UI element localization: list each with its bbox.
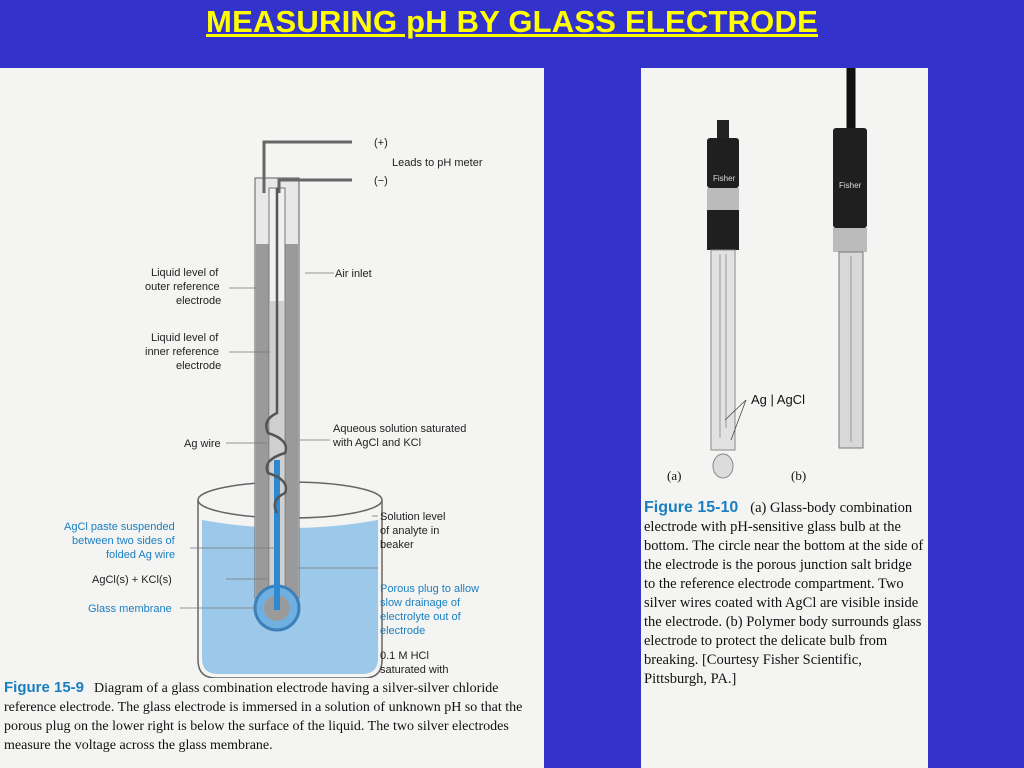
panel-a-label: (a) bbox=[667, 468, 682, 483]
solution-level-label-2: of analyte in bbox=[380, 525, 440, 537]
electrode-b-band bbox=[833, 228, 867, 252]
solution-level-label-3: beaker bbox=[380, 539, 414, 551]
electrode-a-collar bbox=[707, 210, 739, 250]
aqueous-label-2: with AgCl and KCl bbox=[333, 437, 422, 449]
aqueous-label-1: Aqueous solution saturated bbox=[333, 423, 467, 435]
electrode-a-brand: Fisher bbox=[713, 174, 736, 183]
inner-level-label-1: Liquid level of bbox=[151, 332, 219, 344]
electrode-photo bbox=[641, 68, 928, 493]
electrode-a-body bbox=[711, 250, 735, 450]
hcl-label-1: 0.1 M HCl bbox=[380, 650, 429, 662]
electrode-b-brand: Fisher bbox=[839, 181, 862, 190]
inner-level-label-2: inner reference bbox=[145, 346, 219, 358]
agcl-paste-label-3: folded Ag wire bbox=[106, 549, 176, 561]
figure-15-10-panel bbox=[641, 68, 928, 768]
solution-level-label-1: Solution level bbox=[380, 511, 446, 523]
inner-level-label-3: electrode bbox=[176, 360, 222, 372]
panel-b-label: (b) bbox=[791, 468, 807, 483]
agcl-paste-label-1: AgCl paste suspended bbox=[64, 521, 175, 533]
porous-plug-label-3: electrolyte out of bbox=[380, 611, 461, 623]
outer-level-label-1: Liquid level of bbox=[151, 267, 219, 279]
outer-level-label-3: electrode bbox=[176, 295, 222, 307]
figure-15-9-text: Diagram of a glass combination electrode having a silver-silver chloride reference electrode. The glass electrode is immersed in a solution of unknown pH so that the porous plug on the lower right is below the surface of the liquid. The two silver electrodes measure the voltage across the glass membrane. bbox=[4, 681, 523, 753]
figure-15-10-caption bbox=[644, 498, 926, 689]
electrode-b-cap bbox=[833, 128, 867, 228]
electrode-a-band bbox=[707, 188, 739, 210]
agcl-kcl-label: AgCl(s) + KCl(s) bbox=[92, 574, 172, 586]
porous-plug-label-2: slow drainage of bbox=[380, 597, 461, 609]
figure-15-9-caption bbox=[4, 678, 544, 755]
electrode-a-cable bbox=[717, 120, 729, 140]
figure-15-10-label: Figure 15-10 bbox=[644, 499, 739, 516]
agcl-paste-label-2: between two sides of bbox=[72, 535, 175, 547]
leads-label: Leads to pH meter bbox=[392, 157, 483, 169]
glass-membrane-label: Glass membrane bbox=[88, 603, 172, 615]
hcl-label-2: saturated with bbox=[380, 664, 449, 676]
ag-agcl-label: Ag | AgCl bbox=[751, 392, 805, 407]
ag-wire-label: Ag wire bbox=[184, 438, 221, 450]
figure-15-10-text: (a) Glass-body combination electrode with pH-sensitive glass bulb at the bottom. The circle near the bottom at the side of the electrode is the porous junction salt bridge to the reference electrode compartment. Two silver wires coated with AgCl are visible inside the electrode. (b) Polymer body surrounds glass electrode to protect the delicate bulb from breaking. [Courtesy Fisher Scientific, Pittsburgh, PA.] bbox=[644, 500, 924, 687]
figure-15-9-label: Figure 15-9 bbox=[4, 679, 85, 696]
air-inlet-label: Air inlet bbox=[335, 268, 372, 280]
electrode-a-bulb bbox=[713, 454, 733, 478]
figure-15-9-panel bbox=[0, 68, 544, 768]
lead-minus-label: (−) bbox=[374, 175, 388, 187]
porous-plug-label-1: Porous plug to allow bbox=[380, 583, 480, 595]
electrode-diagram bbox=[0, 68, 544, 678]
porous-plug-label-4: electrode bbox=[380, 625, 426, 637]
slide-title: MEASURING pH BY GLASS ELECTRODE bbox=[206, 4, 818, 39]
agcl-paste bbox=[274, 460, 280, 610]
lead-plus-label: (+) bbox=[374, 137, 388, 149]
outer-level-label-2: outer reference bbox=[145, 281, 220, 293]
